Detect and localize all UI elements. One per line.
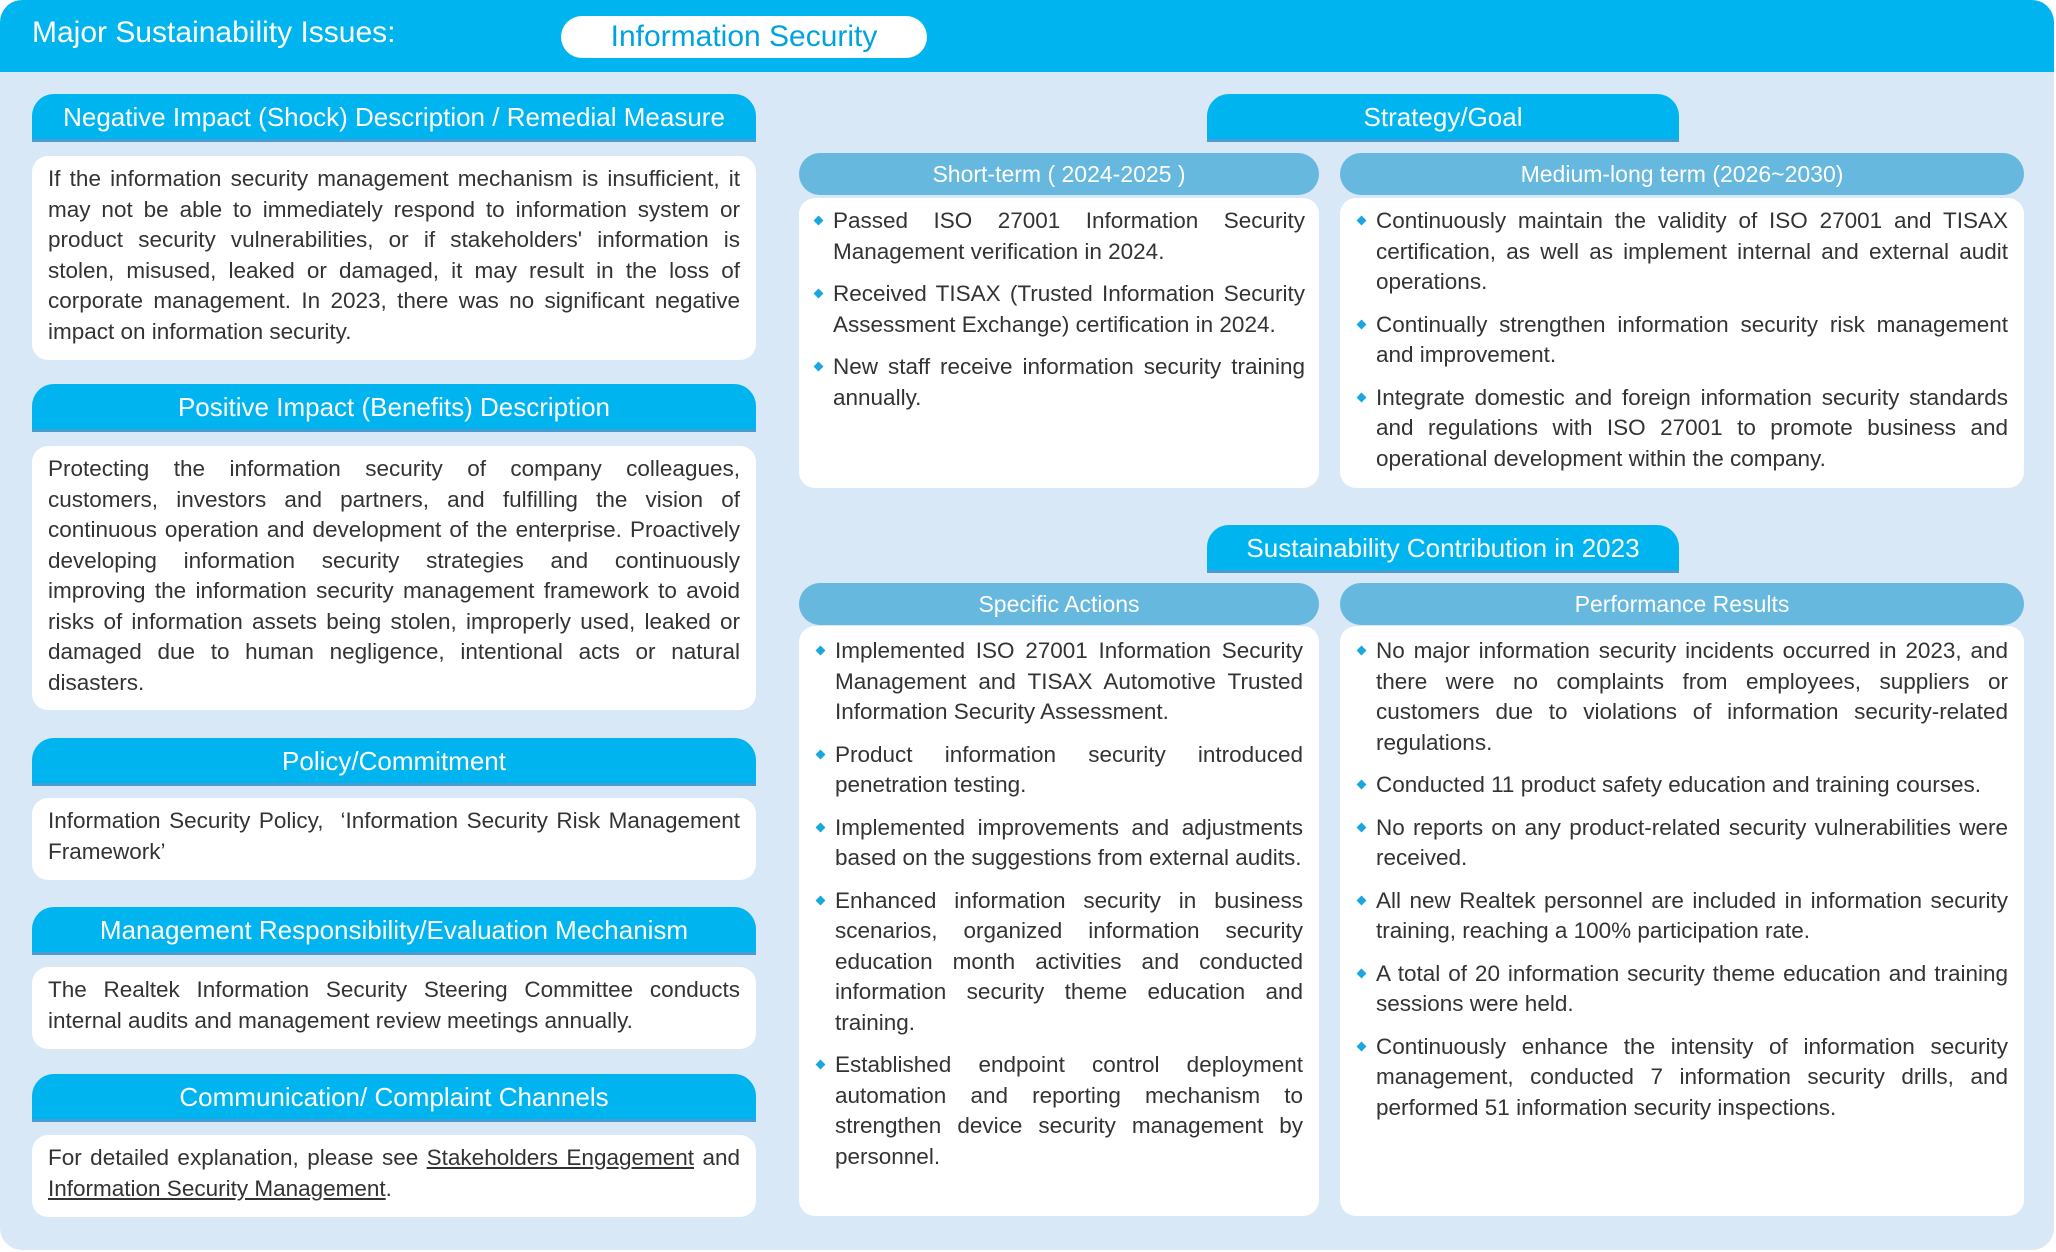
- list-item: All new Realtek personnel are included in information security training, reaching a 100% participation rate.: [1356, 886, 2008, 947]
- diamond-bullet-icon: [1357, 216, 1367, 226]
- list-item: Conducted 11 product safety education and training courses.: [1356, 770, 2008, 801]
- diamond-bullet-icon: [816, 1060, 826, 1070]
- diamond-bullet-icon: [1357, 392, 1367, 402]
- diamond-bullet-icon: [1357, 895, 1367, 905]
- list-item: Passed ISO 27001 Information Security Management verification in 2024.: [813, 206, 1305, 267]
- performance-results-list: [1356, 636, 2008, 1123]
- header-label: Major Sustainability Issues:: [32, 16, 396, 49]
- communication-middle: and: [694, 1145, 740, 1170]
- diamond-bullet-icon: [816, 822, 826, 832]
- diamond-bullet-icon: [1357, 1041, 1367, 1051]
- list-item: New staff receive information security training annually.: [813, 352, 1305, 413]
- negative-impact-text: If the information security management mechanism is insufficient, it may not be able to immediately respond to information system or product security vulnerabilities, or if stakeholders' information is stolen, misused, leaked or damaged, it may result in the loss of corporate management. In 2023, there was no significant negative impact on information security.: [48, 166, 740, 344]
- negative-impact-header: Negative Impact (Shock) Description / Remedial Measure: [32, 94, 756, 142]
- policy-text: Information Security Policy, ‘Information Security Risk Management Framework’: [48, 808, 740, 864]
- list-item: Implemented ISO 27001 Information Security Management and TISAX Automotive Trusted Information Security Assessment.: [815, 636, 1303, 728]
- list-item: Established endpoint control deployment automation and reporting mechanism to strengthen device security management by personnel.: [815, 1050, 1303, 1172]
- contribution-header: Sustainability Contribution in 2023: [1207, 525, 1679, 573]
- diamond-bullet-icon: [816, 895, 826, 905]
- diamond-bullet-icon: [816, 749, 826, 759]
- performance-results-header: Performance Results: [1340, 583, 2024, 625]
- diamond-bullet-icon: [1357, 968, 1367, 978]
- negative-impact-card: [32, 156, 756, 360]
- policy-header: Policy/Commitment: [32, 738, 756, 786]
- management-header: Management Responsibility/Evaluation Mechanism: [32, 907, 756, 955]
- positive-impact-header: Positive Impact (Benefits) Description: [32, 384, 756, 432]
- diamond-bullet-icon: [816, 646, 826, 656]
- header-bar: [0, 0, 2054, 72]
- list-item: Product information security introduced penetration testing.: [815, 740, 1303, 801]
- positive-impact-card: [32, 446, 756, 710]
- medium-term-header: Medium-long term (2026~2030): [1340, 153, 2024, 195]
- communication-header: Communication/ Complaint Channels: [32, 1074, 756, 1122]
- short-term-list: [813, 206, 1305, 413]
- management-text: The Realtek Information Security Steering Committee conducts internal audits and management review meetings annually.: [48, 977, 740, 1033]
- diamond-bullet-icon: [1357, 780, 1367, 790]
- communication-suffix: .: [385, 1175, 392, 1201]
- diamond-bullet-icon: [1357, 646, 1367, 656]
- communication-prefix: For detailed explanation, please see: [48, 1145, 427, 1170]
- list-item: Implemented improvements and adjustments based on the suggestions from external audits.: [815, 813, 1303, 874]
- medium-term-list: [1356, 206, 2008, 474]
- list-item: A total of 20 information security theme education and training sessions were held.: [1356, 959, 2008, 1020]
- list-item: No major information security incidents occurred in 2023, and there were no complaints from employees, suppliers or customers due to violations of information security-related regulations.: [1356, 636, 2008, 758]
- stakeholders-engagement-link[interactable]: Stakeholders Engagement: [426, 1145, 695, 1170]
- performance-results-card: [1340, 626, 2024, 1216]
- diamond-bullet-icon: [814, 216, 824, 226]
- positive-impact-text: Protecting the information security of company colleagues, customers, investors and partners, and fulfilling the vision of continuous operation and development of the enterprise. Proactively developing information security strategies and continuously improving the information security management framework to avoid risks of information assets being stolen, improperly used, leaked or damaged due to human negligence, intentional acts or natural disasters.: [48, 456, 740, 695]
- communication-text: [48, 1143, 740, 1204]
- diamond-bullet-icon: [814, 289, 824, 299]
- specific-actions-header: Specific Actions: [799, 583, 1319, 625]
- diamond-bullet-icon: [1357, 319, 1367, 329]
- strategy-header: Strategy/Goal: [1207, 94, 1679, 142]
- list-item: Integrate domestic and foreign information security standards and regulations with ISO 27001 to promote business and operational development within the company.: [1356, 383, 2008, 475]
- list-item: Continuously enhance the intensity of information security management, conducted 7 information security drills, and performed 51 information security inspections.: [1356, 1032, 2008, 1124]
- short-term-card: [799, 198, 1319, 488]
- specific-actions-card: [799, 626, 1319, 1216]
- topic-pill: Information Security: [561, 16, 927, 58]
- specific-actions-list: [815, 636, 1303, 1172]
- list-item: Continuously maintain the validity of ISO 27001 and TISAX certification, as well as implement internal and external audit operations.: [1356, 206, 2008, 298]
- list-item: Continually strengthen information security risk management and improvement.: [1356, 310, 2008, 371]
- list-item: Received TISAX (Trusted Information Security Assessment Exchange) certification in 2024.: [813, 279, 1305, 340]
- list-item: No reports on any product-related security vulnerabilities were received.: [1356, 813, 2008, 874]
- short-term-header: Short-term ( 2024-2025 ): [799, 153, 1319, 195]
- management-card: [32, 967, 756, 1049]
- information-security-management-link[interactable]: Information Security Management: [48, 1175, 386, 1201]
- medium-term-card: [1340, 198, 2024, 488]
- policy-card: [32, 798, 756, 880]
- communication-card: [32, 1135, 756, 1217]
- list-item: Enhanced information security in business scenarios, organized information security education month activities and conducted information security theme education and training.: [815, 886, 1303, 1039]
- diamond-bullet-icon: [1357, 822, 1367, 832]
- diamond-bullet-icon: [814, 362, 824, 372]
